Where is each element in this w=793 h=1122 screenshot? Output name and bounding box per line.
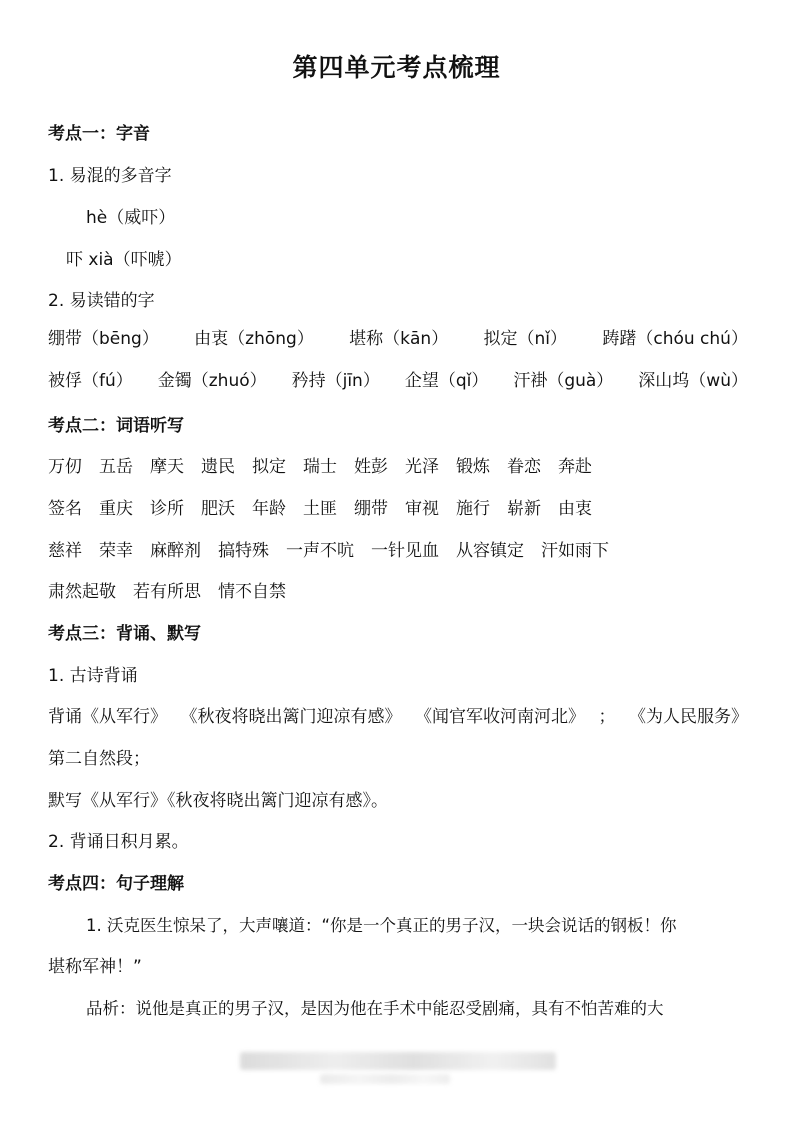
page-title: 第四单元考点梳理 [292,53,501,82]
misread-row-1 [48,327,748,351]
subheading-poem-recitation: 1. 古诗背诵 [48,666,138,686]
recite-part: 《秋夜将晓出篱门迎凉有感》 [180,707,402,727]
misread-word: 踌躇（chóu chú） [602,329,748,349]
misread-word: 绷带（bēng） [48,329,159,349]
dictation-word: 土匪 [303,499,337,519]
blurred-footer [240,1052,556,1070]
dictation-word: 万仞 [48,457,82,477]
dictate-line: 默写《从军行》《秋夜将晓出篱门迎凉有感》。 [48,791,388,811]
misread-word: 由衷（zhōng） [194,329,314,349]
dictation-word: 若有所思 [133,582,201,602]
sentence-quote-line-1: 1. 沃克医生惊呆了，大声嚷道：“你是一个真正的男子汉，一块会说话的钢板！你 [86,916,677,935]
subheading-polyphonic: 1. 易混的多音字 [48,166,172,186]
misread-word: 矜持（jīn） [291,371,380,391]
dictation-word: 肥沃 [201,499,235,519]
dictation-word: 搞特殊 [218,541,269,561]
recite-line-2: 第二自然段； [48,749,150,769]
blurred-footer-shadow [320,1074,450,1084]
misread-word: 金镯（zhuó） [157,371,267,391]
misread-word: 被俘（fú） [48,371,133,391]
polyphonic-xia: 吓 xià（吓唬） [66,250,182,270]
subheading-daily-accumulation: 2. 背诵日积月累。 [48,832,189,852]
dictation-row-2 [48,497,609,521]
dictation-word: 从容镇定 [456,541,524,561]
dictation-word: 重庆 [99,499,133,519]
dictation-word: 奔赴 [558,457,592,477]
recite-part: 背诵《从军行》 [48,707,167,727]
dictation-row-1 [48,455,609,479]
dictation-word: 荣幸 [99,541,133,561]
section-heading-dictation: 考点二：词语听写 [48,416,184,436]
dictation-word: 摩天 [150,457,184,477]
dictation-word: 眷恋 [507,457,541,477]
section-heading-pronunciation: 考点一：字音 [48,124,150,144]
misread-word: 汗褂（guà） [513,371,614,391]
dictation-word: 审视 [405,499,439,519]
dictation-word: 情不自禁 [218,582,286,602]
recite-part: 《闻官军收河南河北》 [415,707,585,727]
misread-row-2 [48,369,748,393]
dictation-word: 光泽 [405,457,439,477]
subheading-misread: 2. 易读错的字 [48,291,155,311]
recite-line [48,705,748,729]
sentence-quote-line-2: 堪称军神！” [48,957,142,977]
dictation-word: 肃然起敬 [48,582,116,602]
dictation-word: 诊所 [150,499,184,519]
recite-part: 《为人民服务》 [629,707,748,727]
dictation-word: 签名 [48,499,82,519]
dictation-word: 崭新 [507,499,541,519]
dictation-word: 锻炼 [456,457,490,477]
dictation-word: 汗如雨下 [541,541,609,561]
dictation-word: 由衷 [558,499,592,519]
polyphonic-he: hè（威吓） [86,208,176,228]
dictation-word: 一声不吭 [286,541,354,561]
dictation-word: 遗民 [201,457,235,477]
dictation-word: 五岳 [99,457,133,477]
dictation-word: 一针见血 [371,541,439,561]
misread-word: 堪称（kān） [349,329,449,349]
dictation-word: 拟定 [252,457,286,477]
section-heading-recitation: 考点三：背诵、默写 [48,624,201,644]
misread-word: 拟定（nǐ） [483,329,568,349]
dictation-row-4 [48,580,303,604]
misread-word: 深山坞（wù） [638,371,748,391]
dictation-word: 瑞士 [303,457,337,477]
dictation-word: 姓彭 [354,457,388,477]
dictation-word: 慈祥 [48,541,82,561]
section-heading-sentences: 考点四：句子理解 [48,874,184,894]
recite-part: ； [598,707,616,727]
analysis-line: 品析：说他是真正的男子汉，是因为他在手术中能忍受剧痛，具有不怕苦难的大 [86,999,664,1018]
misread-word: 企望（qǐ） [404,371,489,391]
dictation-word: 年龄 [252,499,286,519]
dictation-word: 麻醉剂 [150,541,201,561]
dictation-row-3 [48,539,626,563]
dictation-word: 施行 [456,499,490,519]
dictation-word: 绷带 [354,499,388,519]
